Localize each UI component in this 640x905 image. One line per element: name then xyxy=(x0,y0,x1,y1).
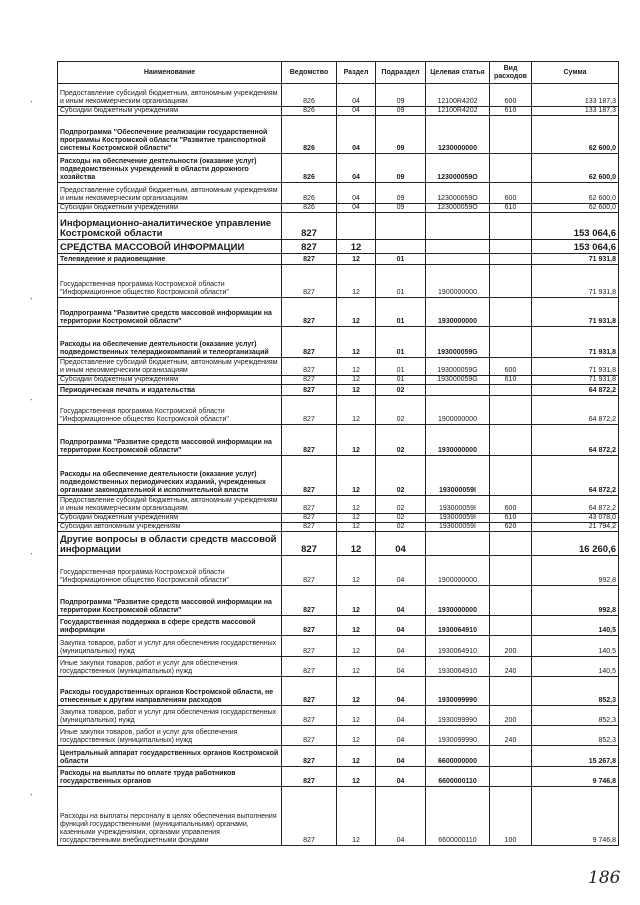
cell-section: 12 xyxy=(337,586,376,616)
cell-subsection: 04 xyxy=(376,616,426,636)
cell-exptype xyxy=(490,767,532,787)
cell-section: 12 xyxy=(337,532,376,556)
cell-name: Телевидение и радиовещание xyxy=(58,254,282,265)
page-number: 186 xyxy=(588,868,621,888)
cell-target: 193000059I xyxy=(426,514,490,523)
cell-subsection: 01 xyxy=(376,358,426,376)
margin-tick-mark: ` xyxy=(30,398,33,408)
table-row xyxy=(58,385,619,396)
cell-dept: 827 xyxy=(282,358,337,376)
cell-target: 193000059G xyxy=(426,327,490,358)
cell-sum: 153 064,6 xyxy=(532,240,619,254)
cell-exptype xyxy=(490,327,532,358)
table-row xyxy=(58,726,619,746)
cell-dept: 827 xyxy=(282,677,337,706)
table-row xyxy=(58,746,619,767)
cell-subsection: 01 xyxy=(376,254,426,265)
table-row xyxy=(58,116,619,154)
cell-dept: 826 xyxy=(282,116,337,154)
table-row xyxy=(58,107,619,116)
margin-tick-mark: ` xyxy=(30,100,33,110)
header-name: Наименование xyxy=(58,62,282,84)
cell-dept: 827 xyxy=(282,657,337,677)
cell-section: 04 xyxy=(337,84,376,107)
cell-target: 123000059О xyxy=(426,154,490,183)
cell-subsection: 04 xyxy=(376,657,426,677)
table-body xyxy=(58,84,619,846)
cell-target: 1230000000 xyxy=(426,116,490,154)
margin-tick-mark: ` xyxy=(30,552,33,562)
cell-target: 1930064910 xyxy=(426,636,490,657)
cell-dept: 826 xyxy=(282,107,337,116)
cell-name: Расходы на обеспечение деятельности (оказание услуг) подведомственных телерадиокомпаний и телеорганизаций xyxy=(58,327,282,358)
cell-name: Закупка товаров, работ и услуг для обеспечения государственных (муниципальных) нужд xyxy=(58,706,282,726)
cell-exptype xyxy=(490,425,532,456)
header-exptype: Вид расходов xyxy=(490,62,532,84)
cell-target: 1930099990 xyxy=(426,726,490,746)
cell-target: 1900000000 xyxy=(426,396,490,425)
cell-exptype xyxy=(490,586,532,616)
cell-subsection: 04 xyxy=(376,767,426,787)
cell-subsection: 09 xyxy=(376,116,426,154)
cell-target: 1930099990 xyxy=(426,677,490,706)
cell-target: 1900000000 xyxy=(426,265,490,298)
cell-name: Субсидии бюджетным учреждениям xyxy=(58,514,282,523)
table-row xyxy=(58,84,619,107)
cell-sum: 71 931,8 xyxy=(532,265,619,298)
cell-section: 12 xyxy=(337,496,376,514)
cell-sum: 992,8 xyxy=(532,556,619,586)
cell-target: 193000059I xyxy=(426,496,490,514)
cell-name: Подпрограмма "Развитие средств массовой информации на территории Костромской области" xyxy=(58,425,282,456)
table-row xyxy=(58,677,619,706)
cell-section: 12 xyxy=(337,523,376,532)
table-row xyxy=(58,636,619,657)
cell-name: Субсидии бюджетным учреждениям xyxy=(58,107,282,116)
cell-sum: 71 931,8 xyxy=(532,298,619,327)
cell-exptype: 600 xyxy=(490,496,532,514)
table-row xyxy=(58,657,619,677)
cell-section xyxy=(337,213,376,240)
cell-subsection: 01 xyxy=(376,265,426,298)
cell-sum: 852,3 xyxy=(532,677,619,706)
table-row xyxy=(58,767,619,787)
cell-subsection: 02 xyxy=(376,456,426,496)
cell-dept: 827 xyxy=(282,556,337,586)
cell-dept: 827 xyxy=(282,746,337,767)
cell-target: 1930000000 xyxy=(426,425,490,456)
header-subsection: Подраздел xyxy=(376,62,426,84)
cell-subsection: 02 xyxy=(376,523,426,532)
cell-name: Иные закупки товаров, работ и услуг для обеспечения государственных (муниципальных) нужд xyxy=(58,726,282,746)
cell-sum: 71 931,8 xyxy=(532,376,619,385)
cell-sum: 43 078,0 xyxy=(532,514,619,523)
cell-target: 6600000110 xyxy=(426,767,490,787)
header-section: Раздел xyxy=(337,62,376,84)
cell-exptype: 240 xyxy=(490,726,532,746)
cell-sum: 140,5 xyxy=(532,657,619,677)
cell-exptype xyxy=(490,456,532,496)
cell-exptype: 600 xyxy=(490,84,532,107)
cell-section: 12 xyxy=(337,677,376,706)
cell-section: 12 xyxy=(337,265,376,298)
cell-subsection xyxy=(376,240,426,254)
cell-dept: 827 xyxy=(282,385,337,396)
cell-subsection: 04 xyxy=(376,706,426,726)
table-row xyxy=(58,396,619,425)
cell-name: Подпрограмма "Обеспечение реализации государственной программы Костромской области "Развитие транспортной системы Костромской области" xyxy=(58,116,282,154)
table-row xyxy=(58,514,619,523)
cell-section: 12 xyxy=(337,746,376,767)
cell-dept: 827 xyxy=(282,636,337,657)
cell-sum: 15 267,8 xyxy=(532,746,619,767)
table-row xyxy=(58,586,619,616)
cell-exptype xyxy=(490,213,532,240)
table-row xyxy=(58,358,619,376)
cell-section: 12 xyxy=(337,254,376,265)
cell-subsection: 04 xyxy=(376,787,426,846)
cell-target: 12100R4202 xyxy=(426,107,490,116)
cell-section: 12 xyxy=(337,514,376,523)
table-row xyxy=(58,213,619,240)
cell-target xyxy=(426,532,490,556)
table-row xyxy=(58,240,619,254)
cell-exptype: 610 xyxy=(490,204,532,213)
cell-name: Расходы на обеспечение деятельности (оказание услуг) подведомственных учреждений в области дорожного хозяйства xyxy=(58,154,282,183)
cell-exptype xyxy=(490,616,532,636)
cell-dept: 827 xyxy=(282,240,337,254)
cell-dept: 827 xyxy=(282,523,337,532)
cell-sum: 71 931,8 xyxy=(532,254,619,265)
cell-section: 12 xyxy=(337,726,376,746)
cell-subsection: 02 xyxy=(376,396,426,425)
cell-exptype: 620 xyxy=(490,523,532,532)
cell-name: Субсидии автономным учреждениям xyxy=(58,523,282,532)
cell-sum: 71 931,8 xyxy=(532,358,619,376)
cell-exptype: 610 xyxy=(490,514,532,523)
cell-sum: 64 872,2 xyxy=(532,396,619,425)
cell-target: 1930099990 xyxy=(426,706,490,726)
cell-section: 12 xyxy=(337,616,376,636)
cell-subsection: 01 xyxy=(376,327,426,358)
cell-exptype: 200 xyxy=(490,636,532,657)
margin-tick-mark: ` xyxy=(30,793,33,803)
cell-target: 193000059I xyxy=(426,456,490,496)
cell-target: 193000059G xyxy=(426,358,490,376)
cell-target: 6600000110 xyxy=(426,787,490,846)
cell-dept: 826 xyxy=(282,183,337,204)
header-target: Целевая статья xyxy=(426,62,490,84)
table-row xyxy=(58,254,619,265)
cell-sum: 133 187,3 xyxy=(532,84,619,107)
cell-dept: 826 xyxy=(282,154,337,183)
cell-section: 12 xyxy=(337,376,376,385)
cell-sum: 852,3 xyxy=(532,726,619,746)
cell-dept: 827 xyxy=(282,616,337,636)
cell-dept: 827 xyxy=(282,213,337,240)
table-row xyxy=(58,706,619,726)
cell-subsection: 09 xyxy=(376,183,426,204)
cell-exptype xyxy=(490,116,532,154)
cell-dept: 827 xyxy=(282,327,337,358)
cell-target: 1930000000 xyxy=(426,586,490,616)
header-dept: Ведомство xyxy=(282,62,337,84)
cell-target: 6600000000 xyxy=(426,746,490,767)
cell-dept: 827 xyxy=(282,265,337,298)
cell-exptype xyxy=(490,556,532,586)
cell-exptype: 610 xyxy=(490,376,532,385)
table-row xyxy=(58,154,619,183)
cell-section: 12 xyxy=(337,556,376,586)
cell-target: 123000059О xyxy=(426,204,490,213)
cell-sum: 852,3 xyxy=(532,706,619,726)
cell-name: Периодическая печать и издательства xyxy=(58,385,282,396)
cell-section: 12 xyxy=(337,706,376,726)
cell-section: 12 xyxy=(337,298,376,327)
cell-section: 12 xyxy=(337,456,376,496)
budget-sheet xyxy=(57,61,618,846)
cell-target: 193000059G xyxy=(426,376,490,385)
cell-dept: 827 xyxy=(282,425,337,456)
cell-name: Государственная программа Костромской области "Информационное общество Костромской области" xyxy=(58,396,282,425)
cell-name: Предоставление субсидий бюджетным, автономным учреждениям и иным некоммерческим организациям xyxy=(58,358,282,376)
cell-sum: 64 872,2 xyxy=(532,496,619,514)
cell-target xyxy=(426,240,490,254)
cell-name: Предоставление субсидий бюджетным, автономным учреждениям и иным некоммерческим организациям xyxy=(58,496,282,514)
cell-subsection: 09 xyxy=(376,204,426,213)
cell-dept: 827 xyxy=(282,726,337,746)
table-row xyxy=(58,183,619,204)
cell-name: Подпрограмма "Развитие средств массовой информации на территории Костромской области" xyxy=(58,586,282,616)
cell-subsection: 04 xyxy=(376,586,426,616)
cell-subsection: 01 xyxy=(376,376,426,385)
table-row xyxy=(58,298,619,327)
cell-name: Предоставление субсидий бюджетным, автономным учреждениям и иным некоммерческим организациям xyxy=(58,84,282,107)
cell-subsection: 02 xyxy=(376,514,426,523)
table-row xyxy=(58,265,619,298)
cell-sum: 140,5 xyxy=(532,616,619,636)
cell-sum: 62 600,0 xyxy=(532,154,619,183)
cell-target: 1930064910 xyxy=(426,616,490,636)
cell-section: 04 xyxy=(337,116,376,154)
cell-dept: 827 xyxy=(282,254,337,265)
cell-section: 12 xyxy=(337,787,376,846)
cell-sum: 64 872,2 xyxy=(532,456,619,496)
cell-name: Центральный аппарат государственных органов Костромской области xyxy=(58,746,282,767)
cell-subsection: 04 xyxy=(376,746,426,767)
cell-sum: 64 872,2 xyxy=(532,385,619,396)
cell-sum: 62 600,0 xyxy=(532,116,619,154)
cell-name: Предоставление субсидий бюджетным, автономным учреждениям и иным некоммерческим организациям xyxy=(58,183,282,204)
cell-name: Подпрограмма "Развитие средств массовой информации на территории Костромской области" xyxy=(58,298,282,327)
table-row xyxy=(58,327,619,358)
cell-section: 04 xyxy=(337,154,376,183)
cell-dept: 827 xyxy=(282,496,337,514)
cell-exptype xyxy=(490,746,532,767)
cell-sum: 62 600,0 xyxy=(532,204,619,213)
cell-target xyxy=(426,213,490,240)
table-row xyxy=(58,456,619,496)
cell-exptype: 240 xyxy=(490,657,532,677)
cell-name: СРЕДСТВА МАССОВОЙ ИНФОРМАЦИИ xyxy=(58,240,282,254)
cell-subsection: 04 xyxy=(376,636,426,657)
cell-name: Государственная программа Костромской области "Информационное общество Костромской области" xyxy=(58,556,282,586)
cell-dept: 827 xyxy=(282,298,337,327)
cell-subsection: 04 xyxy=(376,556,426,586)
cell-subsection: 02 xyxy=(376,385,426,396)
cell-subsection: 02 xyxy=(376,425,426,456)
cell-target: 1900000000 xyxy=(426,556,490,586)
cell-section: 12 xyxy=(337,327,376,358)
cell-exptype xyxy=(490,396,532,425)
cell-subsection: 01 xyxy=(376,298,426,327)
cell-dept: 827 xyxy=(282,706,337,726)
cell-exptype xyxy=(490,532,532,556)
cell-sum: 140,5 xyxy=(532,636,619,657)
cell-dept: 826 xyxy=(282,84,337,107)
cell-sum: 16 260,6 xyxy=(532,532,619,556)
cell-name: Государственная программа Костромской области "Информационное общество Костромской области" xyxy=(58,265,282,298)
table-row xyxy=(58,616,619,636)
cell-dept: 827 xyxy=(282,396,337,425)
cell-target: 12100R4202 xyxy=(426,84,490,107)
cell-dept: 827 xyxy=(282,767,337,787)
header-sum: Сумма xyxy=(532,62,619,84)
cell-section: 12 xyxy=(337,657,376,677)
cell-exptype xyxy=(490,677,532,706)
cell-section: 12 xyxy=(337,358,376,376)
cell-dept: 827 xyxy=(282,514,337,523)
cell-dept: 826 xyxy=(282,204,337,213)
cell-target: 193000059I xyxy=(426,523,490,532)
table-row xyxy=(58,532,619,556)
table-row xyxy=(58,523,619,532)
cell-subsection: 04 xyxy=(376,726,426,746)
cell-exptype: 100 xyxy=(490,787,532,846)
cell-name: Субсидии бюджетным учреждениям xyxy=(58,204,282,213)
cell-name: Иные закупки товаров, работ и услуг для обеспечения государственных (муниципальных) нужд xyxy=(58,657,282,677)
cell-exptype xyxy=(490,298,532,327)
cell-name: Субсидии бюджетным учреждениям xyxy=(58,376,282,385)
cell-sum: 71 931,8 xyxy=(532,327,619,358)
cell-subsection: 09 xyxy=(376,154,426,183)
cell-dept: 827 xyxy=(282,787,337,846)
cell-sum: 9 746,8 xyxy=(532,787,619,846)
cell-section: 12 xyxy=(337,636,376,657)
cell-target: 1930000000 xyxy=(426,298,490,327)
cell-sum: 153 064,6 xyxy=(532,213,619,240)
cell-sum: 62 600,0 xyxy=(532,183,619,204)
table-header-row xyxy=(58,62,619,84)
cell-target: 1930064910 xyxy=(426,657,490,677)
table-row xyxy=(58,556,619,586)
budget-table xyxy=(57,61,619,846)
cell-section: 12 xyxy=(337,240,376,254)
cell-dept: 827 xyxy=(282,586,337,616)
cell-dept: 827 xyxy=(282,456,337,496)
cell-exptype xyxy=(490,265,532,298)
cell-exptype: 200 xyxy=(490,706,532,726)
cell-section: 12 xyxy=(337,767,376,787)
cell-subsection xyxy=(376,213,426,240)
cell-exptype: 610 xyxy=(490,107,532,116)
cell-name: Расходы на обеспечение деятельности (оказание услуг) подведомственных периодических изданий, учрежденных органами законодательной и исполнительной власти xyxy=(58,456,282,496)
table-row xyxy=(58,425,619,456)
cell-subsection: 09 xyxy=(376,84,426,107)
cell-exptype xyxy=(490,385,532,396)
cell-target: 123000059О xyxy=(426,183,490,204)
margin-tick-mark: ` xyxy=(30,297,33,307)
cell-name: Информационно-аналитическое управление Костромской области xyxy=(58,213,282,240)
cell-dept: 827 xyxy=(282,532,337,556)
cell-name: Государственная поддержка в сфере средств массовой информации xyxy=(58,616,282,636)
cell-sum: 133 187,3 xyxy=(532,107,619,116)
cell-section: 12 xyxy=(337,396,376,425)
cell-exptype: 600 xyxy=(490,358,532,376)
cell-section: 04 xyxy=(337,107,376,116)
cell-name: Закупка товаров, работ и услуг для обеспечения государственных (муниципальных) нужд xyxy=(58,636,282,657)
cell-exptype xyxy=(490,240,532,254)
table-row xyxy=(58,376,619,385)
cell-section: 04 xyxy=(337,183,376,204)
cell-section: 12 xyxy=(337,385,376,396)
cell-subsection: 09 xyxy=(376,107,426,116)
cell-section: 04 xyxy=(337,204,376,213)
cell-name: Расходы государственных органов Костромской области, не отнесенные к другим направлениям расходов xyxy=(58,677,282,706)
cell-section: 12 xyxy=(337,425,376,456)
cell-exptype: 600 xyxy=(490,183,532,204)
cell-name: Расходы на выплаты по оплате труда работников государственных органов xyxy=(58,767,282,787)
cell-exptype xyxy=(490,254,532,265)
cell-subsection: 04 xyxy=(376,677,426,706)
cell-sum: 64 872,2 xyxy=(532,425,619,456)
cell-sum: 9 746,8 xyxy=(532,767,619,787)
cell-subsection: 04 xyxy=(376,532,426,556)
table-row xyxy=(58,204,619,213)
cell-name: Другие вопросы в области средств массовой информации xyxy=(58,532,282,556)
cell-sum: 992,8 xyxy=(532,586,619,616)
cell-target xyxy=(426,254,490,265)
cell-name: Расходы на выплаты персоналу в целях обеспечения выполнения функций государственными (муниципальными) органами, казенными учреждениями, органами управления государственными внебюджетными фондами xyxy=(58,787,282,846)
cell-target xyxy=(426,385,490,396)
table-row xyxy=(58,496,619,514)
cell-dept: 827 xyxy=(282,376,337,385)
table-row xyxy=(58,787,619,846)
cell-sum: 21 794,2 xyxy=(532,523,619,532)
cell-subsection: 02 xyxy=(376,496,426,514)
cell-exptype xyxy=(490,154,532,183)
